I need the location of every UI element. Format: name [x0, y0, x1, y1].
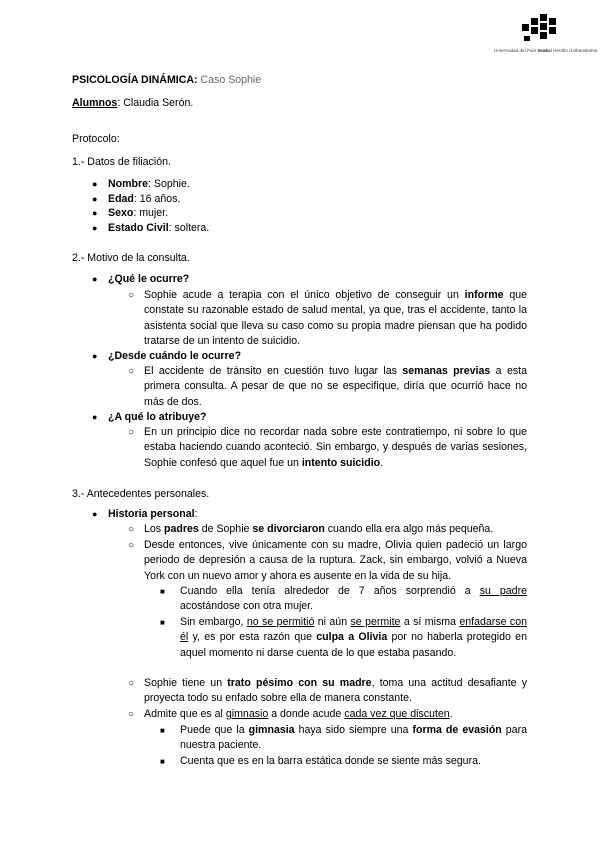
circle-bullet-icon: ○ [128, 678, 135, 689]
history-gym [144, 707, 453, 721]
text: para nuestra paciente. [180, 724, 527, 752]
text: Cuando ella tenía alrededor de 7 años sorprendió a [180, 585, 480, 597]
university-emblem-icon [520, 14, 560, 44]
answer-emphasis: informe [464, 289, 504, 301]
bullet-icon: ● [92, 179, 98, 189]
section1-title: 1.- Datos de filiación. [72, 156, 171, 168]
heading-label: Historia personal [108, 508, 195, 520]
text-bold: trato pésimo con su madre [227, 677, 372, 689]
personal-history-heading [108, 507, 198, 521]
text: de Sophie [198, 523, 253, 535]
history-parents [144, 522, 493, 536]
text: a sí misma [400, 616, 460, 628]
answer-since-when [144, 364, 527, 410]
page-title [72, 73, 261, 87]
list-item-age [108, 192, 180, 206]
square-bullet-icon: ■ [160, 587, 165, 596]
bullet-icon: ● [92, 412, 98, 422]
text: ni aún [314, 616, 351, 628]
bullet-icon: ● [92, 208, 98, 218]
item-label: Nombre [108, 178, 149, 190]
course-title: PSICOLOGÍA DINÁMICA: [72, 74, 198, 86]
text: Sophie tiene un [144, 677, 228, 689]
square-bullet-icon: ■ [160, 757, 165, 766]
text: y, es por esta razón que [188, 631, 317, 644]
case-title: Caso Sophie [200, 74, 262, 86]
circle-bullet-icon: ○ [128, 709, 135, 720]
text: Puede que la [180, 724, 249, 736]
bullet-icon: ● [92, 274, 98, 284]
answer-text: El accidente de tránsito en cuestión tuvo lugar las [144, 365, 403, 377]
students-label: Alumnos [72, 97, 118, 109]
answer-text: que constate su razonable estado de salud mental, ya que, tras el accidente, tanto la asistenta social que lleva su caso como su propia madre piensan que ha podido tratarse de un intento de suicidio. [144, 289, 527, 347]
text-underline: se permite [350, 616, 401, 628]
text: a donde acude [268, 708, 345, 720]
bullet-icon: ● [92, 223, 98, 233]
text-underline: su padre [479, 585, 527, 597]
answer-what [144, 288, 527, 349]
protocol-heading: Protocolo: [72, 133, 120, 145]
text-bold: se divorciaron [252, 523, 325, 535]
answer-emphasis: semanas previas [402, 365, 491, 377]
text: Sin embargo, [180, 616, 247, 628]
text-underline: no se permitió [246, 616, 315, 628]
text-bold: culpa a Olivia [316, 631, 388, 644]
question-attribution: ¿A qué lo atribuye? [108, 411, 207, 423]
answer-text: . [380, 456, 384, 469]
bullet-icon: ● [92, 509, 98, 519]
text-underline: gimnasio [225, 708, 269, 720]
item-label: Estado Civil [108, 222, 169, 234]
answer-attribution [144, 425, 527, 471]
text: acostándose con otra mujer. [180, 600, 314, 613]
question-what: ¿Qué le ocurre? [108, 273, 190, 285]
question-since-when: ¿Desde cuándo le ocurre? [108, 350, 242, 362]
answer-text: Sophie acude a terapia con el único objetivo de conseguir un [144, 289, 465, 301]
text-underline: enfadarse con él [180, 616, 527, 644]
circle-bullet-icon: ○ [128, 540, 135, 551]
answer-text: En un principio dice no recordar nada sobre este contratiempo, ni sobre lo que estaba haciendo cuando aconteció. Sin embargo, y después de varias sesiones, Sophie confesó que aquel fue un [144, 426, 527, 469]
history-relationship-mother [144, 676, 527, 707]
text: Los [144, 523, 165, 535]
text-bold: forma de evasión [412, 724, 502, 736]
history-static-bar: Cuenta que es en la barra estática donde se siente más segura. [180, 755, 481, 767]
answer-text: a esta primera consulta. A pesar de que no se especifique, diría que ocurrió hace no más de dos. [144, 365, 527, 408]
text: cuando ella era algo más pequeña. [324, 523, 494, 535]
text: . [449, 708, 453, 720]
students-value: : Claudia Serón. [117, 97, 194, 109]
item-value: : mujer. [133, 207, 169, 219]
logo-text-1: Universidad del País Vasco [494, 48, 550, 53]
list-item-name [108, 177, 190, 191]
text: , toma una actitud desafiante y proyecta todo su enfado sobre ella de manera constante. [144, 677, 527, 705]
item-label: Edad [108, 193, 134, 205]
bullet-icon: ● [92, 351, 98, 361]
section3-title: 3.- Antecedentes personales. [72, 488, 210, 500]
heading-colon: : [194, 508, 198, 520]
text: Admite que es al [144, 708, 226, 720]
item-value: : Sophie. [148, 178, 190, 190]
section2-title: 2.- Motivo de la consulta. [72, 252, 190, 264]
square-bullet-icon: ■ [160, 726, 165, 735]
text-bold: padres [164, 523, 199, 535]
circle-bullet-icon: ○ [128, 290, 135, 301]
history-gymnastics-evasion [180, 723, 527, 754]
item-value: : 16 años. [133, 193, 181, 205]
list-item-sex [108, 206, 168, 220]
text: haya sido siempre una [294, 724, 413, 736]
history-blame-mother [180, 615, 527, 661]
text-underline: cada vez que discuten [344, 708, 450, 720]
text-bold: gimnasia [248, 724, 295, 736]
answer-emphasis: intento suicidio [301, 456, 381, 469]
university-logo [494, 14, 598, 62]
bullet-icon: ● [92, 194, 98, 204]
item-value: : soltera. [168, 222, 210, 234]
students-line [72, 96, 193, 110]
history-mother: Desde entonces, vive únicamente con su madre, Olivia quien padeció un largo periodo de depresión a causa de la ruptura. Zack, sin embargo, volvió a Nueva York con un nuevo amor y ahora es ausente en la vida de su hija. [144, 539, 527, 582]
circle-bullet-icon: ○ [128, 427, 135, 438]
item-label: Sexo [108, 207, 134, 219]
history-father-affair [180, 584, 527, 615]
list-item-civil-status [108, 221, 209, 235]
logo-text-2: Euskal Herriko Unibertsitatea [538, 48, 598, 53]
circle-bullet-icon: ○ [128, 366, 135, 377]
square-bullet-icon: ■ [160, 618, 165, 627]
text: por no haberla protegido en aquel momento ni darse cuenta de lo que estaba pasando. [180, 631, 527, 659]
circle-bullet-icon: ○ [128, 524, 135, 535]
